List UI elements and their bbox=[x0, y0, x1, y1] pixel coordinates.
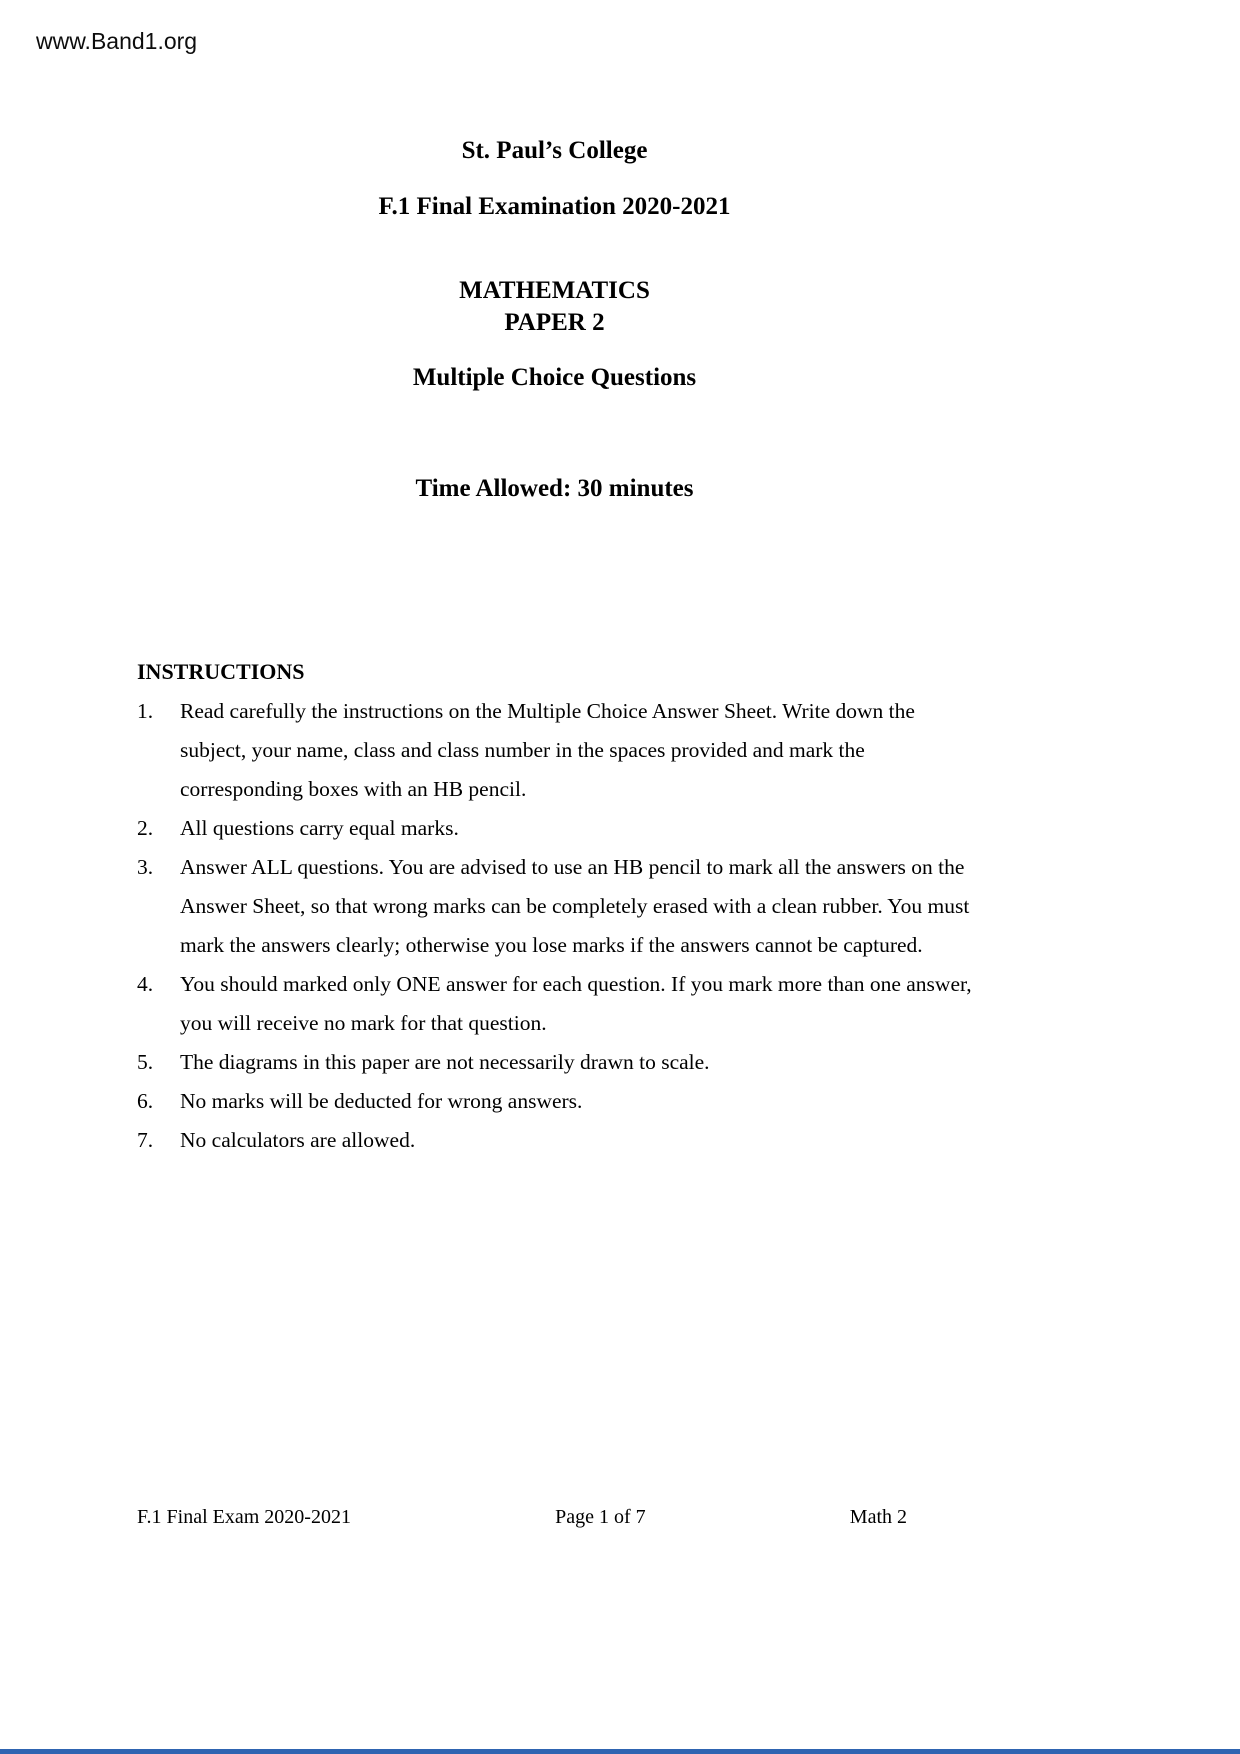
instruction-number: 2. bbox=[137, 815, 154, 840]
instruction-text: No calculators are allowed. bbox=[180, 1127, 416, 1152]
title-block bbox=[137, 137, 972, 504]
footer-paper-label: Math 2 bbox=[849, 1506, 907, 1528]
instructions-list bbox=[137, 692, 972, 1160]
instruction-number: 5. bbox=[137, 1049, 154, 1074]
instructions-heading: INSTRUCTIONS bbox=[137, 658, 305, 684]
school-name: St. Paul’s College bbox=[461, 137, 648, 164]
instruction-text: Answer ALL questions. You are advised to use an HB pencil to mark all the answers on the Answer Sheet, so that wrong marks can be completely erased with a clean rubber. You must mark the answers clearly; otherwise you lose marks if the answers cannot be captured. bbox=[180, 854, 970, 957]
instruction-text: You should marked only ONE answer for each question. If you mark more than one answer, you will receive no mark for that question. bbox=[180, 971, 972, 1035]
instruction-number: 3. bbox=[137, 854, 154, 879]
instruction-item bbox=[137, 1121, 972, 1160]
time-allowed: Time Allowed: 30 minutes bbox=[415, 474, 694, 502]
paper-number: PAPER 2 bbox=[504, 309, 605, 337]
instruction-item bbox=[137, 965, 972, 1043]
instruction-number: 4. bbox=[137, 971, 154, 996]
paper-type: Multiple Choice Questions bbox=[412, 364, 697, 391]
instruction-item bbox=[137, 1043, 972, 1082]
footer-page-number: Page 1 of 7 bbox=[555, 1506, 646, 1528]
exam-title: F.1 Final Examination 2020-2021 bbox=[378, 192, 731, 220]
watermark-url: www.Band1.org bbox=[36, 28, 198, 54]
instruction-text: All questions carry equal marks. bbox=[180, 815, 459, 840]
instruction-text: No marks will be deducted for wrong answers. bbox=[180, 1088, 583, 1113]
instruction-text: The diagrams in this paper are not necessarily drawn to scale. bbox=[180, 1049, 710, 1074]
bottom-border-bar bbox=[0, 1749, 1240, 1754]
instruction-item bbox=[137, 1082, 972, 1121]
instruction-item bbox=[137, 692, 972, 809]
instruction-text: Read carefully the instructions on the Multiple Choice Answer Sheet. Write down the subject, your name, class and class number in the spaces provided and mark the corresponding boxes with an HB pencil. bbox=[180, 698, 915, 801]
instruction-item bbox=[137, 848, 972, 965]
page-footer bbox=[137, 1506, 907, 1529]
instruction-number: 1. bbox=[137, 698, 154, 723]
page-content bbox=[137, 0, 972, 1160]
instruction-number: 6. bbox=[137, 1088, 154, 1113]
instruction-item bbox=[137, 809, 972, 848]
subject-title: MATHEMATICS bbox=[459, 276, 650, 304]
instruction-number: 7. bbox=[137, 1127, 154, 1152]
footer-exam-label: F.1 Final Exam 2020-2021 bbox=[137, 1506, 351, 1528]
